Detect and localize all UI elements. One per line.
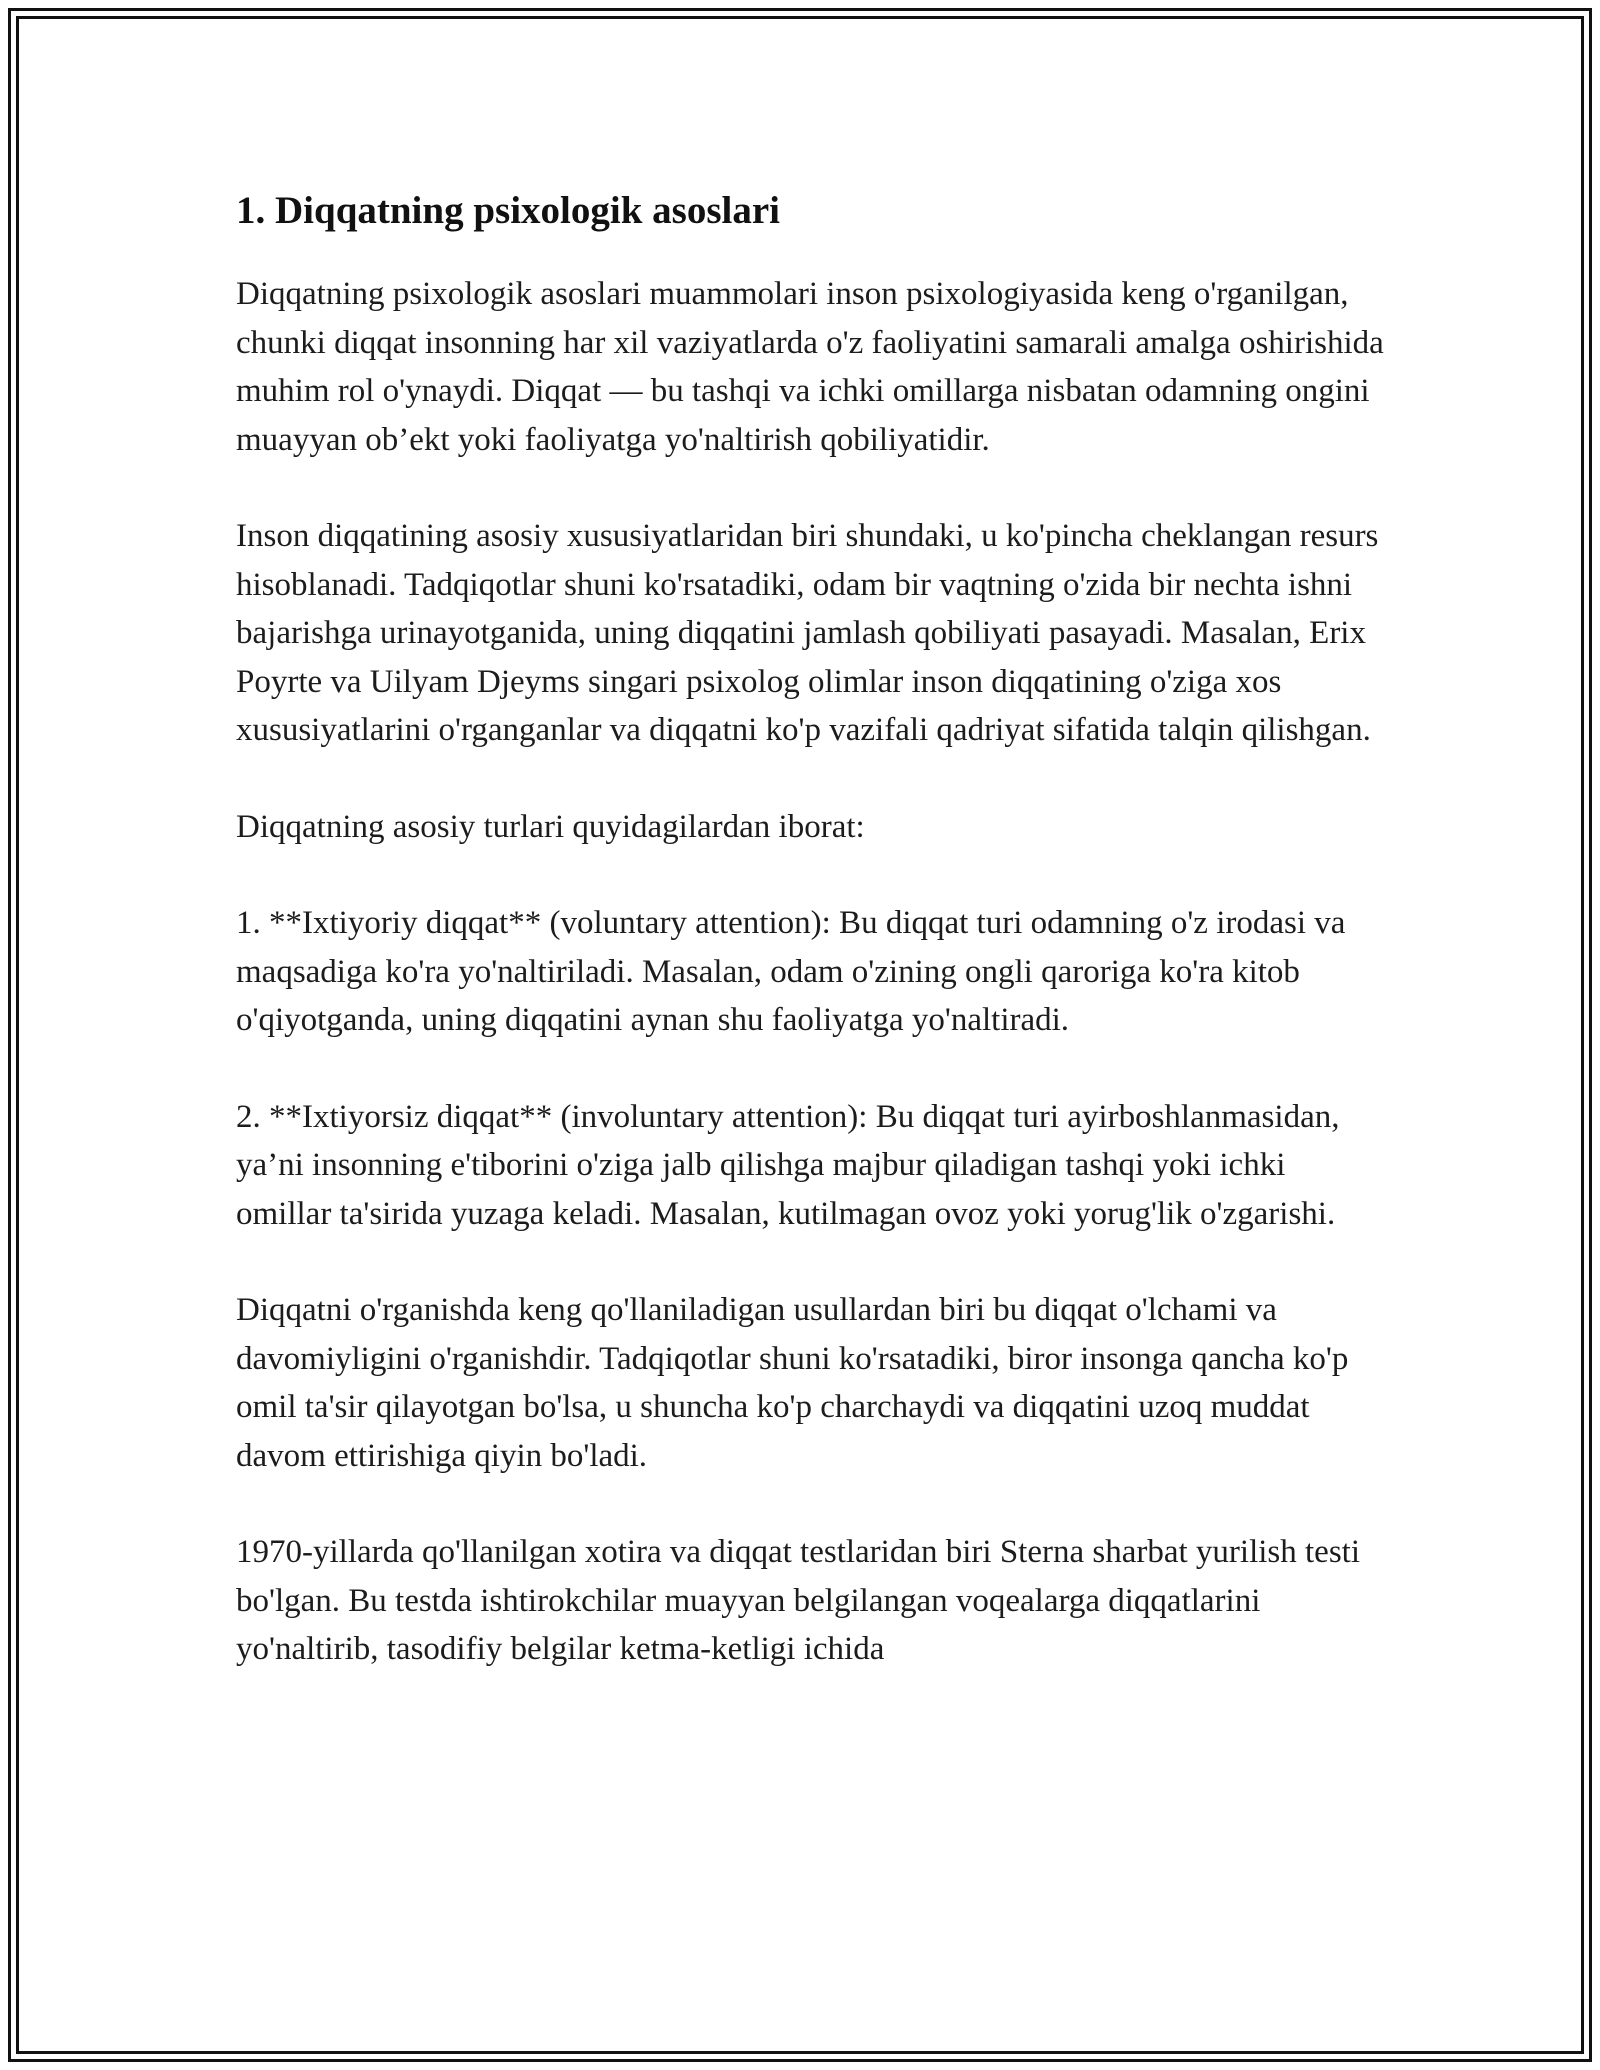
paragraph-measurement: Diqqatni o'rganishda keng qo'llaniladigan usullardan biri bu diqqat o'lchami va davomiyligini o'rganishdir. Tadqiqotlar shuni ko'rsatadiki, biror insonga qancha ko'p omil ta'sir qilayotgan bo'lsa, u shuncha ko'p charchaydi va diqqatini uzoq muddat davom ettirishiga qiyin bo'ladi. xyxy=(236,1292,1349,1474)
paragraph-involuntary-attention: 2. **Ixtiyorsiz diqqat** (involuntary attention): Bu diqqat turi ayirboshlanmasidan, ya’ni insonning e'tiborini o'ziga jalb qilishga majbur qiladigan tashqi yoki ichki omillar ta'sirida yuzaga keladi. Masalan, kutilmagan ovoz yoki yorug'lik o'zgarishi. xyxy=(236,1098,1340,1232)
paragraph-1970s-tests: 1970-yillarda qo'llanilgan xotira va diqqat testlaridan biri Sterna sharbat yurilish testi bo'lgan. Bu testda ishtirokchilar muayyan belgilangan voqealarga diqqatlarini yo'naltirib, tasodifiy belgilar ketma-ketligi ichida xyxy=(236,1534,1360,1667)
paragraph-limited-resource: Inson diqqatining asosiy xususiyatlaridan biri shundaki, u ko'pincha cheklangan resurs hisoblanadi. Tadqiqotlar shuni ko'rsatadiki, odam bir vaqtning o'zida bir nechta ishni bajarishga urinayotganida, uning diqqatini jamlash qobiliyati pasayadi. Masalan, Erix Poyrte va Uilyam Djeyms singari psixolog olimlar inson diqqatining o'ziga xos xususiyatlarini o'rganganlar va diqqatni ko'p vazifali qadriyat sifatida talqin qilishgan. xyxy=(236,518,1379,748)
section-heading: 1. Diqqatning psixologik asoslari xyxy=(236,189,780,232)
paragraph-voluntary-attention: 1. **Ixtiyoriy diqqat** (voluntary attention): Bu diqqat turi odamning o'z irodasi va maqsadiga ko'ra yo'naltiriladi. Masalan, odam o'zining ongli qaroriga ko'ra kitob o'qiyotganda, uning diqqatini aynan shu faoliyatga yo'naltiradi. xyxy=(236,905,1346,1038)
paragraph-intro: Diqqatning psixologik asoslari muammolari inson psixologiyasida keng o'rganilgan, chunki diqqat insonning har xil vaziyatlarda o'z faoliyatini samarali amalga oshirishida muhim rol o'ynaydi. Diqqat — bu tashqi va ichki omillarga nisbatan odamning ongini muayyan ob’ekt yoki faoliyatga yo'naltirish qobiliyatidir. xyxy=(236,276,1384,458)
document-body xyxy=(236,186,1386,1722)
paragraph-types-intro: Diqqatning asosiy turlari quyidagilardan iborat: xyxy=(236,808,865,845)
